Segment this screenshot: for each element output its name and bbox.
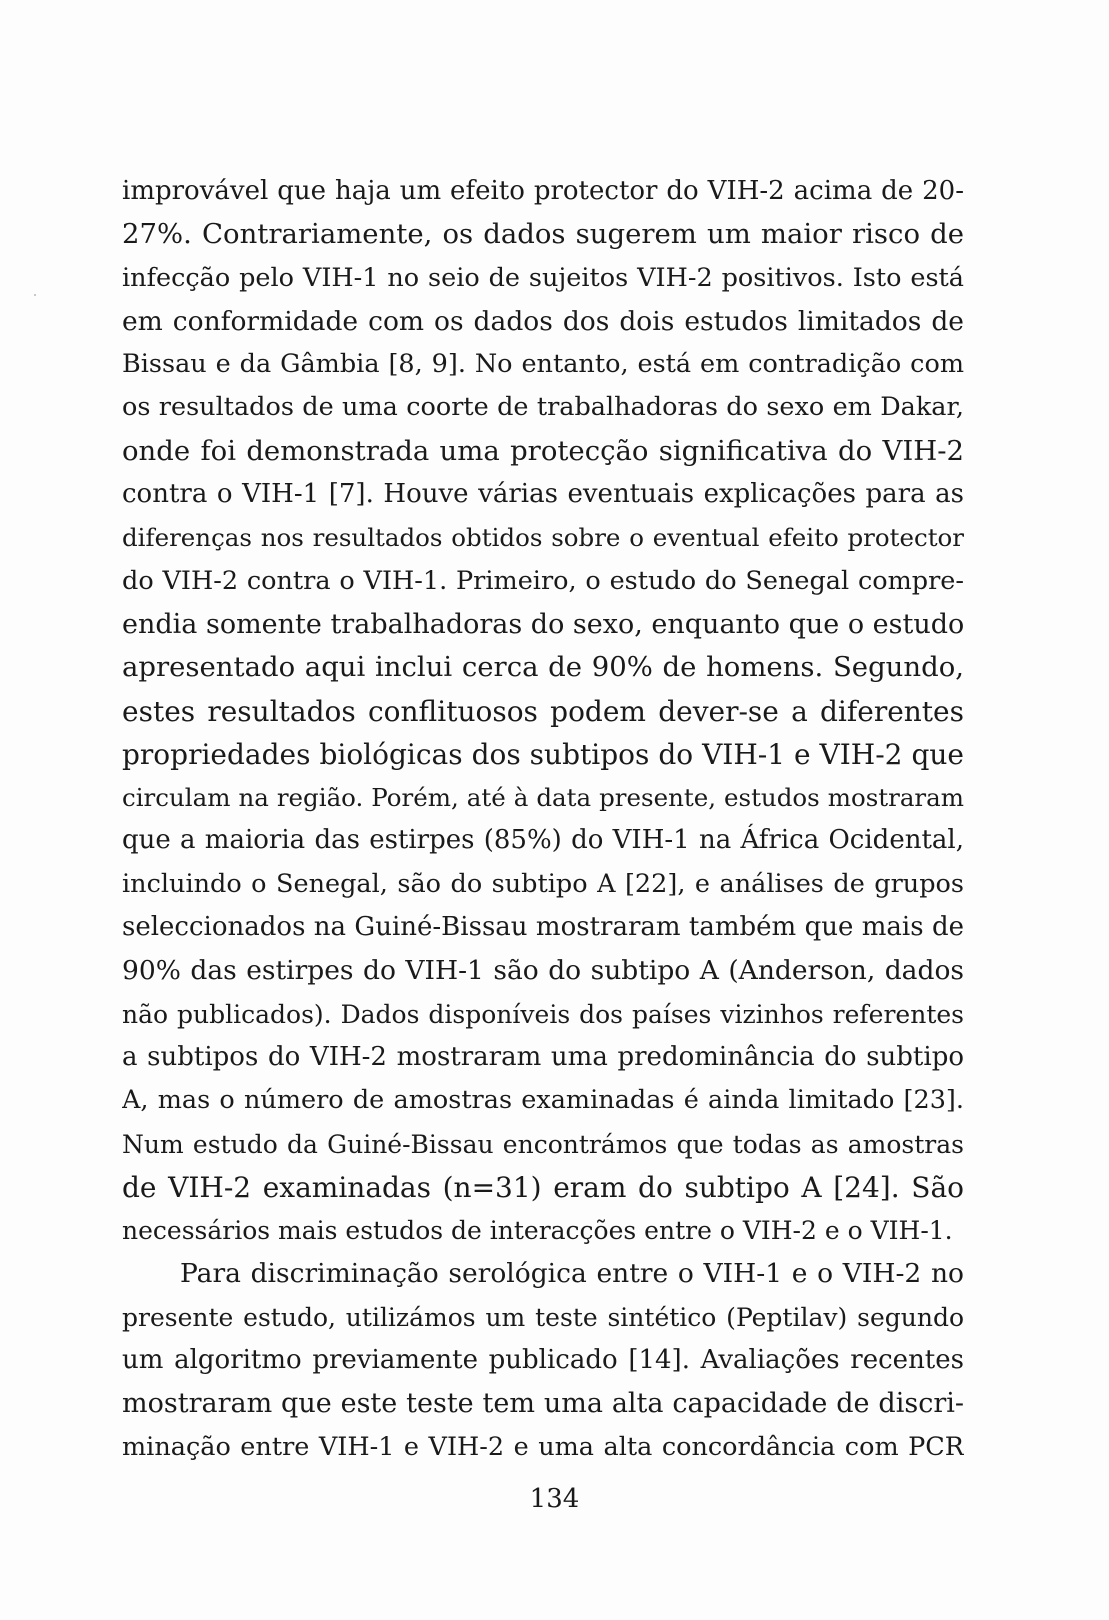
text-line: estes resultados conflituosos podem dever-se a diferentes <box>122 694 964 728</box>
text-line: que a maioria das estirpes (85%) do VIH-1 na África Ocidental, <box>122 825 964 856</box>
text-line: propriedades biológicas dos subtipos do VIH-1 e VIH-2 que <box>122 737 964 771</box>
text-line: de VIH-2 examinadas (n=31) eram do subtipo A [24]. São <box>122 1170 964 1204</box>
text-line: apresentado aqui inclui cerca de 90% de homens. Segundo, <box>122 651 964 684</box>
text-line: minação entre VIH-1 e VIH-2 e uma alta concordância com PCR <box>122 1431 964 1462</box>
text-line: necessários mais estudos de interacções entre o VIH-2 e o VIH-1. <box>122 1216 953 1246</box>
text-line: circulam na região. Porém, até à data presente, estudos mostraram <box>122 783 964 813</box>
body-text <box>122 170 964 1469</box>
text-line: do VIH-2 contra o VIH-1. Primeiro, o estudo do Senegal compre- <box>122 565 964 596</box>
text-line: Num estudo da Guiné-Bissau encontrámos que todas as amostras <box>122 1129 964 1159</box>
text-line: a subtipos do VIH-2 mostraram uma predominância do subtipo <box>122 1041 964 1072</box>
text-line: endia somente trabalhadoras do sexo, enquanto que o estudo <box>122 608 964 640</box>
text-line: seleccionados na Guiné-Bissau mostraram também que mais de <box>122 912 964 943</box>
text-line: Para discriminação serológica entre o VIH-1 e o VIH-2 no <box>180 1258 964 1290</box>
paragraph-1 <box>122 170 964 1252</box>
text-line: 27%. Contrariamente, os dados sugerem um maior risco de <box>122 218 964 251</box>
text-line: improvável que haja um efeito protector do VIH-2 acima de 20- <box>122 176 964 206</box>
text-line: não publicados). Dados disponíveis dos países vizinhos referentes <box>122 999 964 1029</box>
page-number: 134 <box>529 1484 580 1514</box>
text-line: incluindo o Senegal, são do subtipo A [22], e análises de grupos <box>122 868 964 899</box>
text-line: 90% das estirpes do VIH-1 são do subtipo A (Anderson, dados <box>122 955 964 987</box>
text-line: em conformidade com os dados dos dois estudos limitados de <box>122 305 964 337</box>
text-line: contra o VIH-1 [7]. Houve várias eventuais explicações para as <box>122 479 964 510</box>
text-line: Bissau e da Gâmbia [8, 9]. No entanto, está em contradição com <box>122 349 964 380</box>
text-line: infecção pelo VIH-1 no seio de sujeitos VIH-2 positivos. Isto está <box>122 262 964 293</box>
text-line: A, mas o número de amostras examinadas é ainda limitado [23]. <box>122 1085 964 1116</box>
text-line: os resultados de uma coorte de trabalhadoras do sexo em Dakar, <box>122 392 964 423</box>
text-line: um algoritmo previamente publicado [14]. Avaliações recentes <box>122 1345 964 1376</box>
text-line: presente estudo, utilizámos um teste sintético (Peptilav) segundo <box>122 1302 964 1332</box>
text-line: onde foi demonstrada uma protecção significativa do VIH-2 <box>122 434 964 467</box>
text-line: mostraram que este teste tem uma alta capacidade de discri- <box>122 1388 964 1420</box>
scan-speck <box>34 294 36 296</box>
paragraph-2 <box>122 1252 964 1468</box>
text-line: diferenças nos resultados obtidos sobre o eventual efeito protector <box>122 523 964 553</box>
